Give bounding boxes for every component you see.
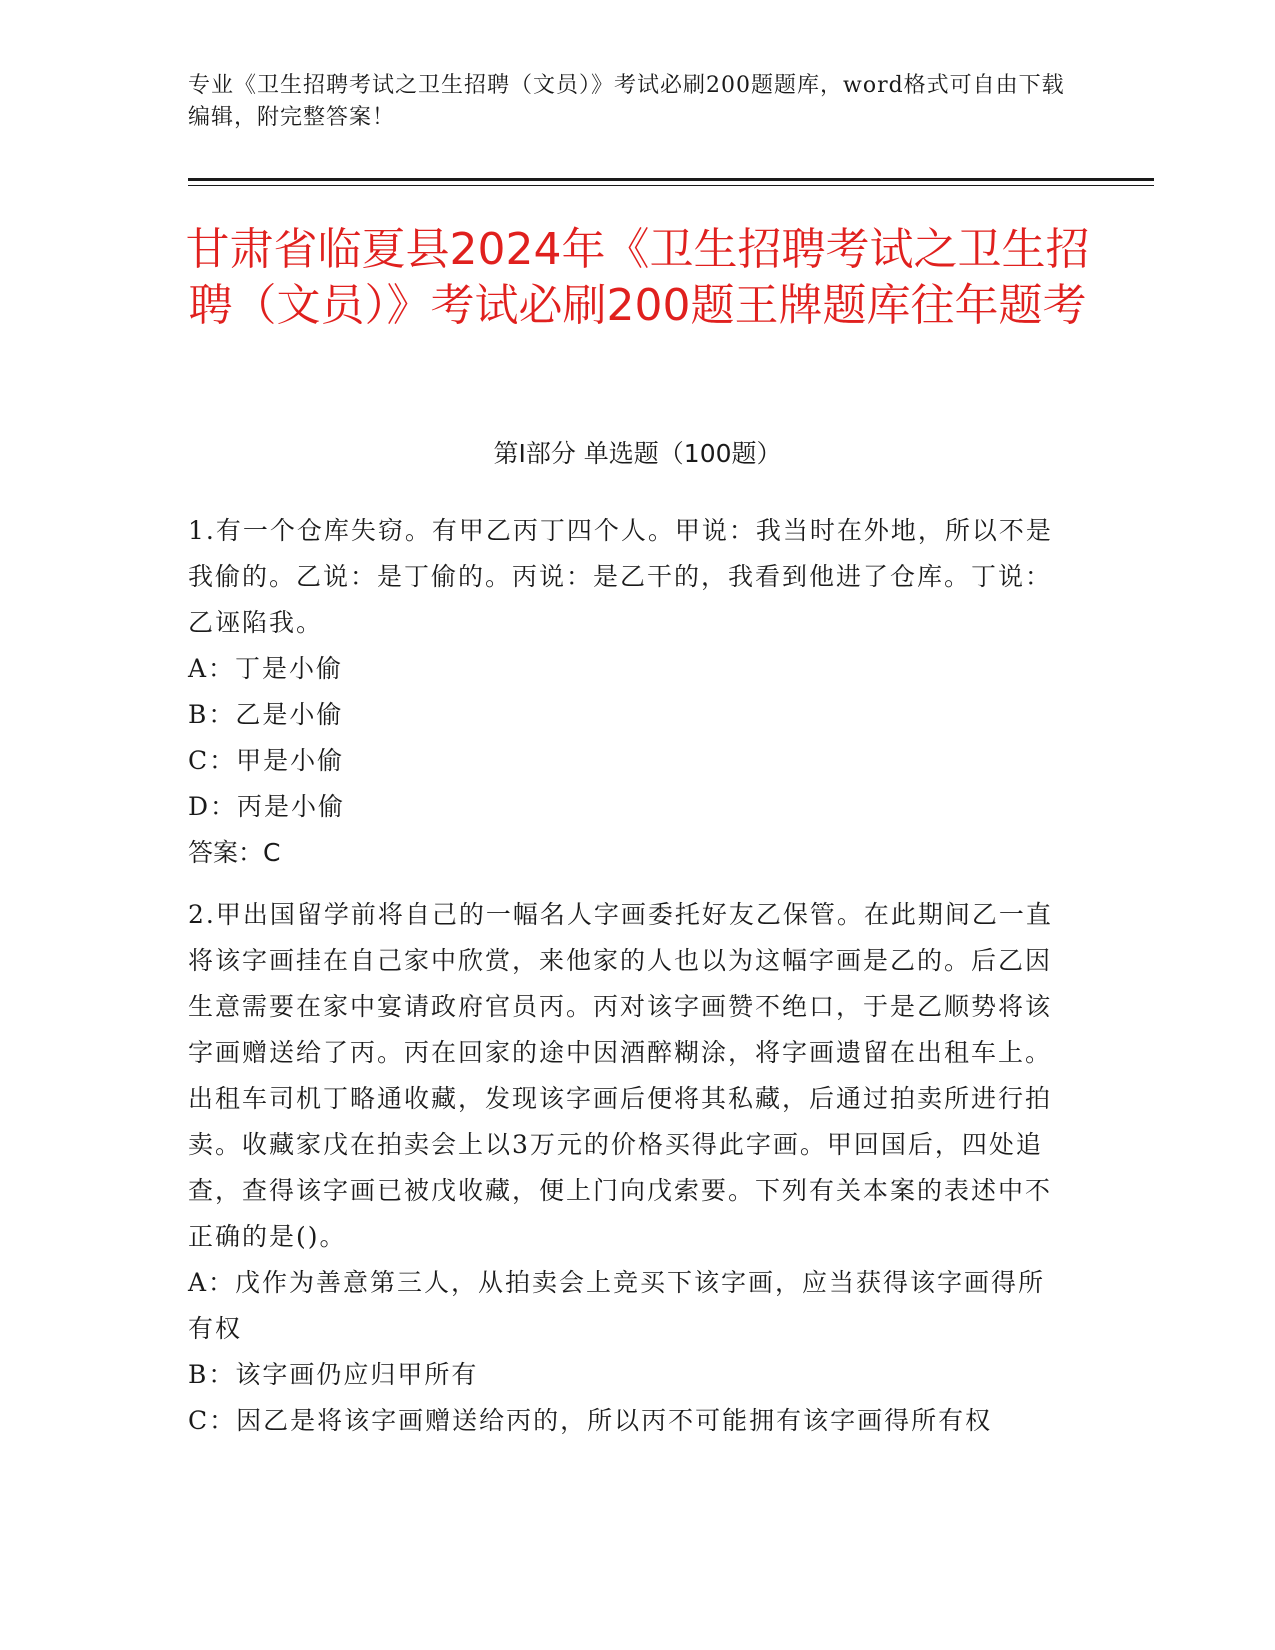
question-1 xyxy=(188,508,1068,876)
header-note: 专业《卫生招聘考试之卫生招聘（文员）》考试必刷200题题库，word格式可自由下载编辑，附完整答案！ xyxy=(188,73,1065,130)
question-2-option-a: A：戊作为善意第三人，从拍卖会上竞买下该字画，应当获得该字画得所有权 xyxy=(188,1268,1046,1343)
question-1-answer: 答案：C xyxy=(188,838,281,867)
question-1-text: 1.有一个仓库失窃。有甲乙丙丁四个人。甲说：我当时在外地，所以不是我偷的。乙说：是丁偷的。丙说：是乙干的，我看到他进了仓库。丁说：乙诬陷我。 xyxy=(188,516,1053,637)
question-2-option-b: B：该字画仍应归甲所有 xyxy=(188,1360,479,1389)
question-1-option-b: B：乙是小偷 xyxy=(188,700,344,729)
question-1-option-c: C：甲是小偷 xyxy=(188,746,345,775)
question-2-option-c: C：因乙是将该字画赠送给丙的，所以丙不可能拥有该字画得所有权 xyxy=(188,1406,993,1435)
question-2 xyxy=(188,892,1068,1444)
question-2-text: 2.甲出国留学前将自己的一幅名人字画委托好友乙保管。在此期间乙一直将该字画挂在自己家中欣赏，来他家的人也以为这幅字画是乙的。后乙因生意需要在家中宴请政府官员丙。丙对该字画赞不绝口，于是乙顺势将该字画赠送给了丙。丙在回家的途中因酒醉糊涂，将字画遗留在出租车上。出租车司机丁略通收藏，发现该字画后便将其私藏，后通过拍卖所进行拍卖。收藏家戊在拍卖会上以3万元的价格买得此字画。甲回国后，四处追查，查得该字画已被戊收藏，便上门向戊索要。下列有关本案的表述中不正确的是()。 xyxy=(188,900,1053,1251)
question-1-option-a: A：丁是小偷 xyxy=(188,654,344,683)
header-divider-thin xyxy=(188,185,1154,186)
header-divider-thick xyxy=(188,178,1154,181)
question-1-option-d: D：丙是小偷 xyxy=(188,792,346,821)
document-title: 甘肃省临夏县2024年《卫生招聘考试之卫生招聘（文员）》考试必刷200题王牌题库往年题考 xyxy=(185,224,1090,331)
section-title: 第Ⅰ部分 单选题（100题） xyxy=(493,439,782,468)
